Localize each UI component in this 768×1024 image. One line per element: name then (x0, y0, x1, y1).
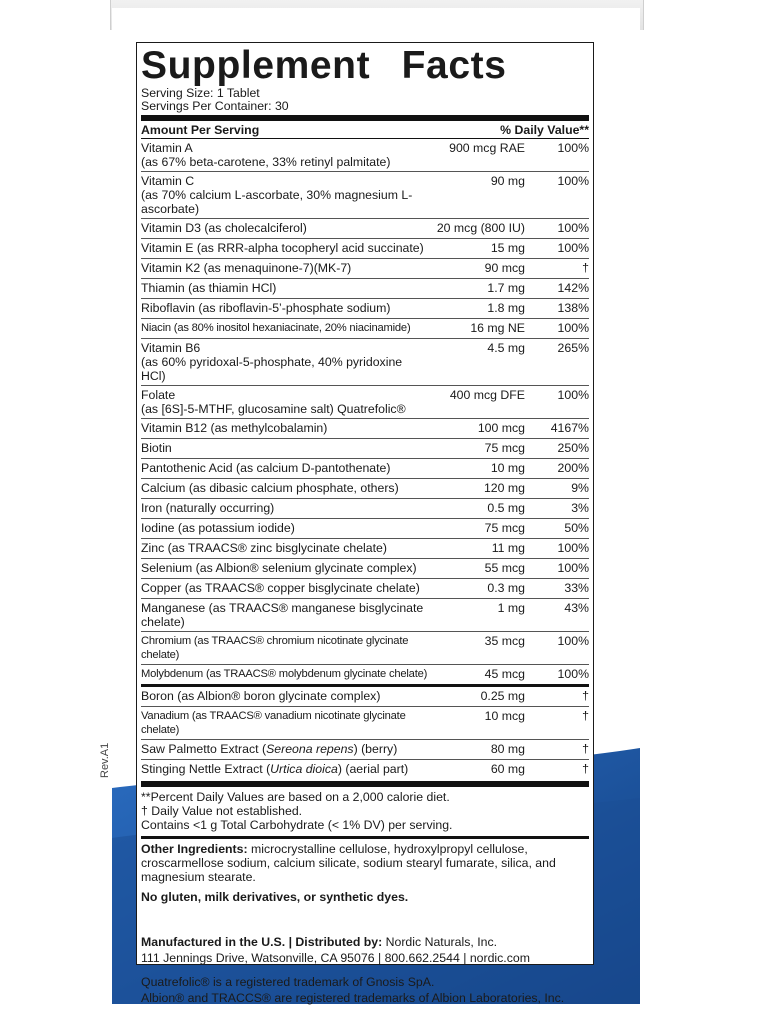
nutrient-row (141, 419, 589, 439)
nutrient-daily-value: 265% (557, 341, 589, 355)
trademark-notes (141, 966, 589, 1006)
nutrient-daily-value: 100% (557, 241, 589, 255)
nutrient-amount: 4.5 mg (487, 341, 525, 355)
panel-title: Supplement Facts (141, 44, 507, 87)
nutrient-amount: 90 mg (490, 174, 525, 188)
other-nutrient-amount: 0.25 mg (480, 689, 525, 703)
footnote-daily-values: **Percent Daily Values are based on a 2,000 calorie diet. (141, 790, 450, 804)
nutrient-name: Molybdenum (as TRAACS® molybdenum glycinate chelate) (141, 668, 428, 680)
nutrient-amount: 100 mcg (477, 421, 525, 435)
nutrient-name: Zinc (as TRAACS® zinc bisglycinate chelate) (141, 541, 387, 555)
nutrient-row (141, 319, 589, 339)
nutrient-name: Selenium (as Albion® selenium glycinate complex) (141, 561, 417, 575)
nutrient-amount: 55 mcg (484, 561, 525, 575)
nutrient-name-cell (141, 281, 429, 295)
nutrient-amount: 15 mg (490, 241, 525, 255)
nutrient-amount: 75 mcg (484, 441, 525, 455)
other-nutrient-name-cell (141, 689, 429, 703)
nutrient-name: Riboflavin (as riboflavin-5’-phosphate sodium) (141, 301, 391, 315)
nutrient-daily-value: 100% (557, 388, 589, 402)
nutrient-source: (as [6S]-5-MTHF, glucosamine salt) Quatrefolic® (141, 402, 406, 416)
nutrient-row (141, 299, 589, 319)
nutrient-name-cell (141, 667, 429, 681)
nutrient-name: Biotin (141, 441, 172, 455)
nutrient-name-cell (141, 501, 429, 515)
nutrient-daily-value: 100% (557, 667, 589, 681)
trademark-quatrefolic: Quatrefolic® is a registered trademark of Gnosis SpA. (141, 975, 435, 989)
nutrient-name: Thiamin (as thiamin HCl) (141, 281, 277, 295)
nutrient-daily-value: 138% (557, 301, 589, 315)
nutrient-name-cell (141, 174, 429, 216)
nutrient-row (141, 665, 589, 684)
other-nutrient-amount: 60 mg (490, 762, 525, 776)
nutrient-name-cell (141, 421, 429, 435)
nutrient-name: Calcium (as dibasic calcium phosphate, others) (141, 481, 399, 495)
nutrient-daily-value: 100% (557, 541, 589, 555)
nutrient-row (141, 579, 589, 599)
nutrient-daily-value: 100% (557, 321, 589, 335)
nutrient-daily-value: 200% (557, 461, 589, 475)
nutrient-name: Vitamin K2 (as menaquinone-7)(MK-7) (141, 261, 352, 275)
other-ingredients-text: microcrystalline cellulose, hydroxylpropyl cellulose, croscarmellose sodium, calcium silicate, sodium stearyl fumarate, silica, and magnesium stearate. (141, 842, 556, 884)
nutrient-name: Vitamin A (141, 141, 193, 155)
nutrient-row (141, 279, 589, 299)
nutrient-row (141, 519, 589, 539)
other-nutrient-row (141, 760, 589, 779)
nutrient-name-cell (141, 241, 429, 255)
nutrient-name: Copper (as TRAACS® copper bisglycinate chelate) (141, 581, 420, 595)
column-header (141, 121, 589, 139)
other-nutrient-name: Vanadium (as TRAACS® vanadium nicotinate glycinate chelate) (141, 710, 406, 736)
nutrient-amount: 10 mg (490, 461, 525, 475)
other-ingredients (141, 839, 589, 886)
nutrient-daily-value: 250% (557, 441, 589, 455)
nutrient-source: (as 70% calcium L-ascorbate, 30% magnesium L-ascorbate) (141, 188, 413, 216)
nutrient-daily-value: 100% (557, 561, 589, 575)
nutrient-daily-value: 100% (557, 174, 589, 188)
nutrient-row (141, 599, 589, 632)
other-nutrient-amount: 10 mcg (484, 709, 525, 723)
serving-size: Serving Size: 1 Tablet (141, 86, 260, 100)
nutrient-amount: 45 mcg (484, 667, 525, 681)
nutrient-daily-value: 100% (557, 221, 589, 235)
botanical-name: Urtica dioica (270, 762, 338, 776)
other-nutrient-daily-value: † (582, 742, 589, 756)
nutrient-row (141, 559, 589, 579)
nutrient-name: Manganese (as TRAACS® manganese bisglycinate chelate) (141, 601, 424, 629)
other-nutrient-daily-value: † (582, 689, 589, 703)
manufacturer-name: Nordic Naturals, Inc. (382, 935, 498, 949)
nutrient-amount: 16 mg NE (470, 321, 525, 335)
nutrient-name-cell (141, 141, 429, 169)
nutrient-daily-value: 142% (557, 281, 589, 295)
nutrient-row (141, 259, 589, 279)
amount-per-serving-label: Amount Per Serving (141, 123, 260, 137)
nutrient-daily-value: 100% (557, 141, 589, 155)
nutrient-amount: 1.8 mg (487, 301, 525, 315)
plant-part: ) (aerial part) (337, 762, 409, 776)
nutrient-name: Folate (141, 388, 176, 402)
nutrient-amount: 0.5 mg (487, 501, 525, 515)
nutrient-list (141, 139, 589, 684)
nutrient-row (141, 139, 589, 172)
nutrient-row (141, 632, 589, 665)
other-nutrient-name-cell (141, 762, 429, 776)
nutrient-name: Chromium (as TRAACS® chromium nicotinate glycinate chelate) (141, 635, 409, 661)
nutrient-daily-value: 33% (564, 581, 589, 595)
nutrient-row (141, 239, 589, 259)
daily-value-label: % Daily Value** (500, 123, 589, 137)
free-from-statement: No gluten, milk derivatives, or synthetic dyes. (141, 890, 409, 904)
nutrient-amount: 0.3 mg (487, 581, 525, 595)
nutrient-daily-value: † (582, 261, 589, 275)
nutrient-name-cell (141, 301, 429, 315)
other-nutrient-list (141, 687, 589, 779)
nutrient-amount: 75 mcg (484, 521, 525, 535)
other-nutrient-daily-value: † (582, 762, 589, 776)
nutrient-daily-value: 43% (564, 601, 589, 615)
footnotes (141, 787, 589, 832)
nutrient-row (141, 539, 589, 559)
other-nutrient-row (141, 687, 589, 707)
trademark-albion: Albion® and TRACCS® are registered trademarks of Albion Laboratories, Inc. (141, 991, 565, 1005)
botanical-name: Sereona repens (266, 742, 354, 756)
nutrient-source: (as 60% pyridoxal-5-phosphate, 40% pyridoxine HCl) (141, 355, 403, 383)
plant-part: ) (berry) (353, 742, 398, 756)
nutrient-name-cell (141, 541, 429, 555)
nutrient-name-cell (141, 601, 429, 629)
nutrient-row (141, 219, 589, 239)
nutrient-amount: 90 mcg (484, 261, 525, 275)
other-nutrient-name: Saw Palmetto Extract ( (141, 742, 267, 756)
nutrient-name-cell (141, 321, 429, 335)
nutrient-name-cell (141, 634, 429, 662)
nutrient-amount: 1.7 mg (487, 281, 525, 295)
other-nutrient-name: Stinging Nettle Extract ( (141, 762, 271, 776)
manufacturer-label: Manufactured in the U.S. | Distributed by: (141, 935, 383, 949)
nutrient-name-cell (141, 388, 429, 416)
nutrient-row (141, 499, 589, 519)
other-nutrient-amount: 80 mg (490, 742, 525, 756)
nutrient-amount: 400 mcg DFE (449, 388, 525, 402)
nutrient-name-cell (141, 481, 429, 495)
nutrient-row (141, 339, 589, 386)
nutrient-row (141, 386, 589, 419)
footnote-carbohydrate: Contains <1 g Total Carbohydrate (< 1% DV) per serving. (141, 818, 453, 832)
nutrient-name: Vitamin D3 (as cholecalciferol) (141, 221, 307, 235)
nutrient-daily-value: 3% (571, 501, 589, 515)
nutrient-daily-value: 9% (571, 481, 589, 495)
nutrient-source: (as 67% beta-carotene, 33% retinyl palmitate) (141, 155, 391, 169)
nutrient-name: Vitamin B12 (as methylcobalamin) (141, 421, 328, 435)
nutrient-name-cell (141, 561, 429, 575)
nutrient-name-cell (141, 261, 429, 275)
other-nutrient-name: Boron (as Albion® boron glycinate complex) (141, 689, 381, 703)
manufacturer-info (141, 904, 589, 966)
other-nutrient-row (141, 740, 589, 760)
nutrient-amount: 20 mcg (800 IU) (436, 221, 525, 235)
nutrient-name-cell (141, 461, 429, 475)
footnote-dagger: † Daily Value not established. (141, 804, 303, 818)
nutrient-name: Pantothenic Acid (as calcium D-pantothenate) (141, 461, 391, 475)
nutrient-daily-value: 100% (557, 634, 589, 648)
revision-label: Rev.A1 (99, 742, 111, 778)
nutrient-name: Niacin (as 80% inositol hexaniacinate, 20% niacinamide) (141, 322, 411, 334)
nutrient-name-cell (141, 581, 429, 595)
other-nutrient-name-cell (141, 709, 429, 737)
nutrient-amount: 11 mg (491, 541, 525, 555)
nutrient-amount: 120 mg (483, 481, 525, 495)
nutrient-name: Iodine (as potassium iodide) (141, 521, 295, 535)
nutrient-row (141, 439, 589, 459)
nutrient-name-cell (141, 341, 429, 383)
nutrient-row (141, 479, 589, 499)
other-nutrient-row (141, 707, 589, 740)
nutrient-daily-value: 50% (564, 521, 589, 535)
servings-per-container: Servings Per Container: 30 (141, 99, 289, 113)
nutrient-name: Vitamin E (as RRR-alpha tocopheryl acid succinate) (141, 241, 424, 255)
nutrient-amount: 35 mcg (484, 634, 525, 648)
nutrient-name-cell (141, 441, 429, 455)
nutrient-name: Vitamin C (141, 174, 195, 188)
nutrient-daily-value: 4167% (550, 421, 589, 435)
other-nutrient-name-cell (141, 742, 429, 756)
nutrient-name: Vitamin B6 (141, 341, 201, 355)
nutrient-name-cell (141, 521, 429, 535)
manufacturer-address: 111 Jennings Drive, Watsonville, CA 95076 | 800.662.2544 | nordic.com (141, 951, 530, 965)
nutrient-amount: 1 mg (497, 601, 525, 615)
nutrient-name-cell (141, 221, 429, 235)
supplement-facts-panel (136, 42, 594, 1005)
nutrient-row (141, 172, 589, 219)
nutrient-row (141, 459, 589, 479)
nutrient-amount: 900 mcg RAE (449, 141, 525, 155)
other-ingredients-label: Other Ingredients: (141, 842, 248, 856)
nutrient-name: Iron (naturally occurring) (141, 501, 275, 515)
other-nutrient-daily-value: † (582, 709, 589, 723)
